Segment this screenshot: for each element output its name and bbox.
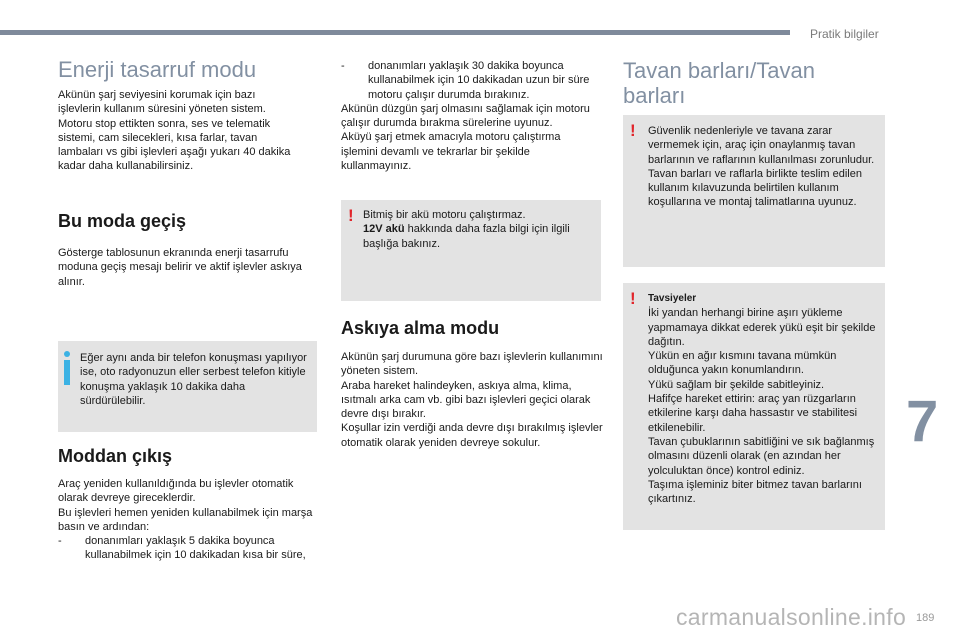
energy-saving-intro: Akünün şarj seviyesini korumak için bazı işlevlerin kullanım süresini yöneten sistem. Motoru stop ettikten sonra, ses ve telematik sistemi, cam silecekleri, kısa farlar, tavan lambaları vs gibi işlevleri aşağı yukarı 40 dakika kadar daha kullanabilirsiniz. <box>58 89 291 173</box>
continued-bullet <box>341 59 596 102</box>
switch-mode-text: Gösterge tablosunun ekranında enerji tasarrufu moduna geçiş mesajı belirir ve aktif işlevler askıya alınır. <box>58 247 302 288</box>
section-label: Pratik bilgiler <box>810 27 879 41</box>
exit-mode-text: Araç yeniden kullanıldığında bu işlevler otomatik olarak devreye gireceklerdir. Bu işlevleri hemen yeniden kullanabilmek için marşa basın ve ardından: <box>58 478 313 533</box>
battery-warning-bold: 12V akü <box>363 223 405 236</box>
info-box-text: Eğer aynı anda bir telefon konuşması yapılıyor ise, oto radyonuzun eller serbest telefon kitiyle konuşma yaklaşık 10 dakika daha sürdürülebilir. <box>80 352 307 407</box>
advice-text: İki yandan herhangi birine aşırı yükleme yapmamaya dikkat ederek yükü eşit bir şekilde dağıtın. Yükün en ağır kısmını tavana mümkün olduğunca yakın konumlandırın. Yükü sağlam bir şekilde sabitleyiniz. Hafifçe hareket ettirin: araç yan rüzgarların etkilerine karşı daha hassastır ve stabilitesi etkilenebilir. Tavan çubuklarının sabitliğini ve sık bağlanmış olmasını düzenli olarak (en azından her yolculuktan önce) kontrol ediniz. Taşıma işleminiz biter bitmez tavan barlarını çıkartınız. <box>648 307 876 506</box>
watermark: carmanualsonline.info <box>676 604 907 630</box>
info-icon <box>64 351 70 385</box>
header-bar <box>0 30 790 35</box>
battery-warning-box <box>341 200 601 301</box>
roof-warning-box <box>623 115 885 267</box>
continued-block <box>341 59 596 173</box>
continued-bullet-text: donanımları yaklaşık 30 dakika boyunca kullanabilmek için 10 dakikadan uzun bir süre motoru çalışır durumda bırakınız. <box>368 60 590 101</box>
battery-warning-rest: hakkında daha fazla bilgi için ilgili başlığa bakınız. <box>363 223 570 250</box>
warning-icon: ! <box>348 206 354 225</box>
battery-warning-text <box>363 208 597 251</box>
warning-icon: ! <box>630 289 636 308</box>
suspend-mode-text: Akünün şarj durumuna göre bazı işlevlerin kullanımını yöneten sistem. Araba hareket halindeyken, askıya alma, klima, ısıtmalı arka cam vb. gibi bazı işlevleri geçici olarak devre dışı bırakır. Koşullar izin verdiği anda devre dışı bırakılmış işlevler otomatik olarak yeniden devreye sokulur. <box>341 351 603 449</box>
bullet-dash: - <box>58 535 62 548</box>
suspend-mode-heading: Askıya alma modu <box>341 318 500 338</box>
charging-text: Akünün düzgün şarj olmasını sağlamak için motoru çalışır durumda bırakma sürelerine uyunuz. Aküyü şarj etmek amacıyla motoru çalıştırma işlemini devamlı ve tekrarlar bir şekilde kullanmayınız. <box>341 102 590 173</box>
exit-bullet-text: donanımları yaklaşık 5 dakika boyunca kullanabilmek için 10 dakikadan kısa bir süre, <box>85 535 306 562</box>
battery-warning-line1: Bitmiş bir akü motoru çalıştırmaz. <box>363 209 526 221</box>
advice-title: Tavsiyeler <box>648 293 697 304</box>
warning-icon: ! <box>630 121 636 140</box>
energy-saving-title: Enerji tasarruf modu <box>58 57 257 82</box>
switch-mode-heading: Bu moda geçiş <box>58 211 187 231</box>
roof-warning-text: Güvenlik nedenleriyle ve tavana zarar vermemek için, araç için onaylanmış tavan barlarının ve raflarının kullanılması zorunludur. Tavan barları ve raflarla birlikte teslim edilen kullanım kılavuzunda belirtilen kullanım koşullarına ve montaj talimatlarına uyunuz. <box>648 125 875 209</box>
advice-content <box>648 291 880 506</box>
chapter-number: 7 <box>906 389 939 454</box>
exit-bullet <box>58 534 313 563</box>
advice-box <box>623 283 885 530</box>
page-number: 189 <box>916 612 935 624</box>
exit-mode-heading: Moddan çıkış <box>58 446 173 466</box>
exit-mode-block <box>58 477 313 563</box>
roof-bars-title: Tavan barları/Tavan barları <box>623 58 815 109</box>
info-box <box>58 341 317 432</box>
bullet-dash-2: - <box>341 60 345 72</box>
